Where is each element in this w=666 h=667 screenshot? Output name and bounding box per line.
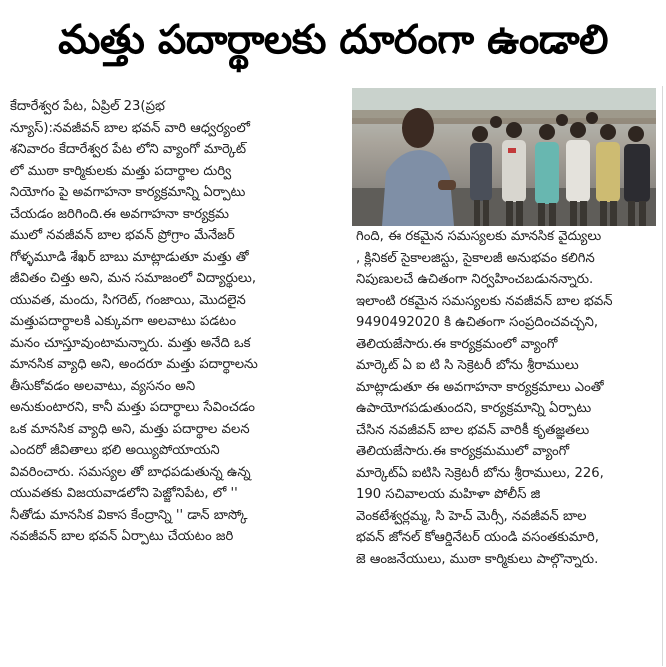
text-line: 190 సచివాలయ మహిళా పోలీస్ జి <box>356 487 541 502</box>
text-line: గోళ్ళమూడి శేఖర్ బాబు మాట్లాడుతూ మత్తు తో <box>10 249 249 265</box>
text-line: కేదారేశ్వర పేట, ఏప్రిల్ 23(ప్రభ <box>10 99 165 114</box>
text-line: మార్కెట్ఏ ఐటిసి సెక్రెటరీ బోను శ్రీరాములు, 226, <box>356 465 604 481</box>
news-photo-crowd-icon <box>352 88 656 226</box>
text-line: యువతకు విజయవాడలోని పెజ్జోనిపేట, లో '' <box>10 486 238 501</box>
text-line: యువత, మందు, సిగరెట్, గంజాయి, మొదలైన <box>10 292 246 308</box>
text-line: , క్లినికల్ సైకాలజిస్టు, సైకాలజీ అనుభవం కలిగిన <box>356 250 595 266</box>
text-line: ములో నవజీవన్ బాల భవన్ ప్రోగ్రాం మేనేజర్ <box>10 228 235 243</box>
text-line: మానసిక వ్యాధి అని, అందరూ మత్తు పదార్థాలను <box>10 357 258 372</box>
text-line: జె ఆంజనేయులు, ముఠా కార్మికులు పాల్గొన్నారు. <box>356 551 599 567</box>
text-line: నిపుణులచే ఉచితంగా నిర్వహించబడునన్నారు. <box>356 272 594 287</box>
text-line: నవజీవన్ బాల భవన్ ఏర్పాటు చేయటం జరి <box>10 529 234 544</box>
text-line: తీసుకోవడం అలవాటు, వ్యసనం అని <box>10 378 196 394</box>
news-photo <box>352 88 656 226</box>
text-line: నీతోడు మానసిక వికాస కేంద్రాన్ని '' డాన్ బాస్కో <box>10 507 248 523</box>
text-line: చేయడం జరిగింది.ఈ అవగాహనా కార్యక్రమ <box>10 206 229 222</box>
text-line: ఇలాంటి రకమైన సమస్యలకు నవజీవన్ బాల భవన్ <box>356 293 613 309</box>
text-line: తెలియజేసారు.ఈ కార్యక్రమంలో వ్యాంగో <box>356 336 558 352</box>
text-line: మనం చూస్తూవుంటామన్నారు. మత్తు అనేది ఒక <box>10 335 251 351</box>
text-line: వెంకటేశ్వర్లమ్మ, సి హెచ్ మెర్సీ, నవజీవన్ బాల <box>356 508 587 524</box>
text-line: అనుకుంటారని, కానీ మత్తు పదార్థాలు సేవించడం <box>10 400 255 415</box>
text-line: లో ముఠా కార్మికులకు మత్తు పదార్థాల దుర్వి <box>10 163 232 179</box>
headline: మత్తు పదార్థాలకు దూరంగా ఉండాలి <box>58 17 608 63</box>
left-column <box>10 96 346 548</box>
text-line: మాట్లాడుతూ ఈ అవగాహనా కార్యక్రమాలు ఎంతో <box>356 379 604 395</box>
text-line: జీవితం చిత్తు అని, మన సమాజంలో విద్యార్థులు, <box>10 271 257 286</box>
text-line: 9490492020 కి ఉచితంగా సంప్రదించవచ్చని, <box>356 315 599 330</box>
text-line: ఉపాయోగపడుతుందని, కార్యక్రమాన్ని ఏర్పాటు <box>356 401 592 416</box>
text-line: న్యూస్):నవజీవన్ బాల భవన్ వారి ఆధ్వర్యంలో <box>10 120 250 136</box>
column-rule <box>662 86 663 666</box>
text-line: మత్తుపదార్థాలకి ఎక్కువగా అలవాటు పడటం <box>10 314 237 329</box>
text-line: గింది, ఈ రకమైన సమస్యలకు మానసిక వైద్యులు <box>356 229 602 244</box>
right-column <box>356 226 662 570</box>
text-line: ఎందరో జీవితాలు భలి అయ్యిపోయాయని <box>10 443 220 458</box>
text-line: తెలియజేసారు.ఈ కార్యక్రమములో వ్యాంగో <box>356 444 570 459</box>
text-line: నియోగం పై అవగాహనా కార్యక్రమాన్ని ఏర్పాటు <box>10 185 246 200</box>
text-line: భవన్ జోనల్ కోఆర్డినేటర్ యండి వసంతకుమారి, <box>356 530 599 545</box>
text-line: వివరించారు. సమస్యల తో బాధపడుతున్న ఉన్న <box>10 464 251 480</box>
text-line: ఒక మానసిక వ్యాధి అని, మత్తు పదార్థాల వలన <box>10 421 250 437</box>
text-line: చేసిన నవజీవన్ బాల భవన్ వారికీ కృతజ్ఞతలు <box>356 422 590 438</box>
text-line: శనివారం కేదారేశ్వర పేట లోని వ్యాంగో మార్కెట్ <box>10 142 247 157</box>
text-line: మార్కెట్ ఏ ఐ టి సి సెక్రెటరీ బోను శ్రీరాములు <box>356 358 579 373</box>
